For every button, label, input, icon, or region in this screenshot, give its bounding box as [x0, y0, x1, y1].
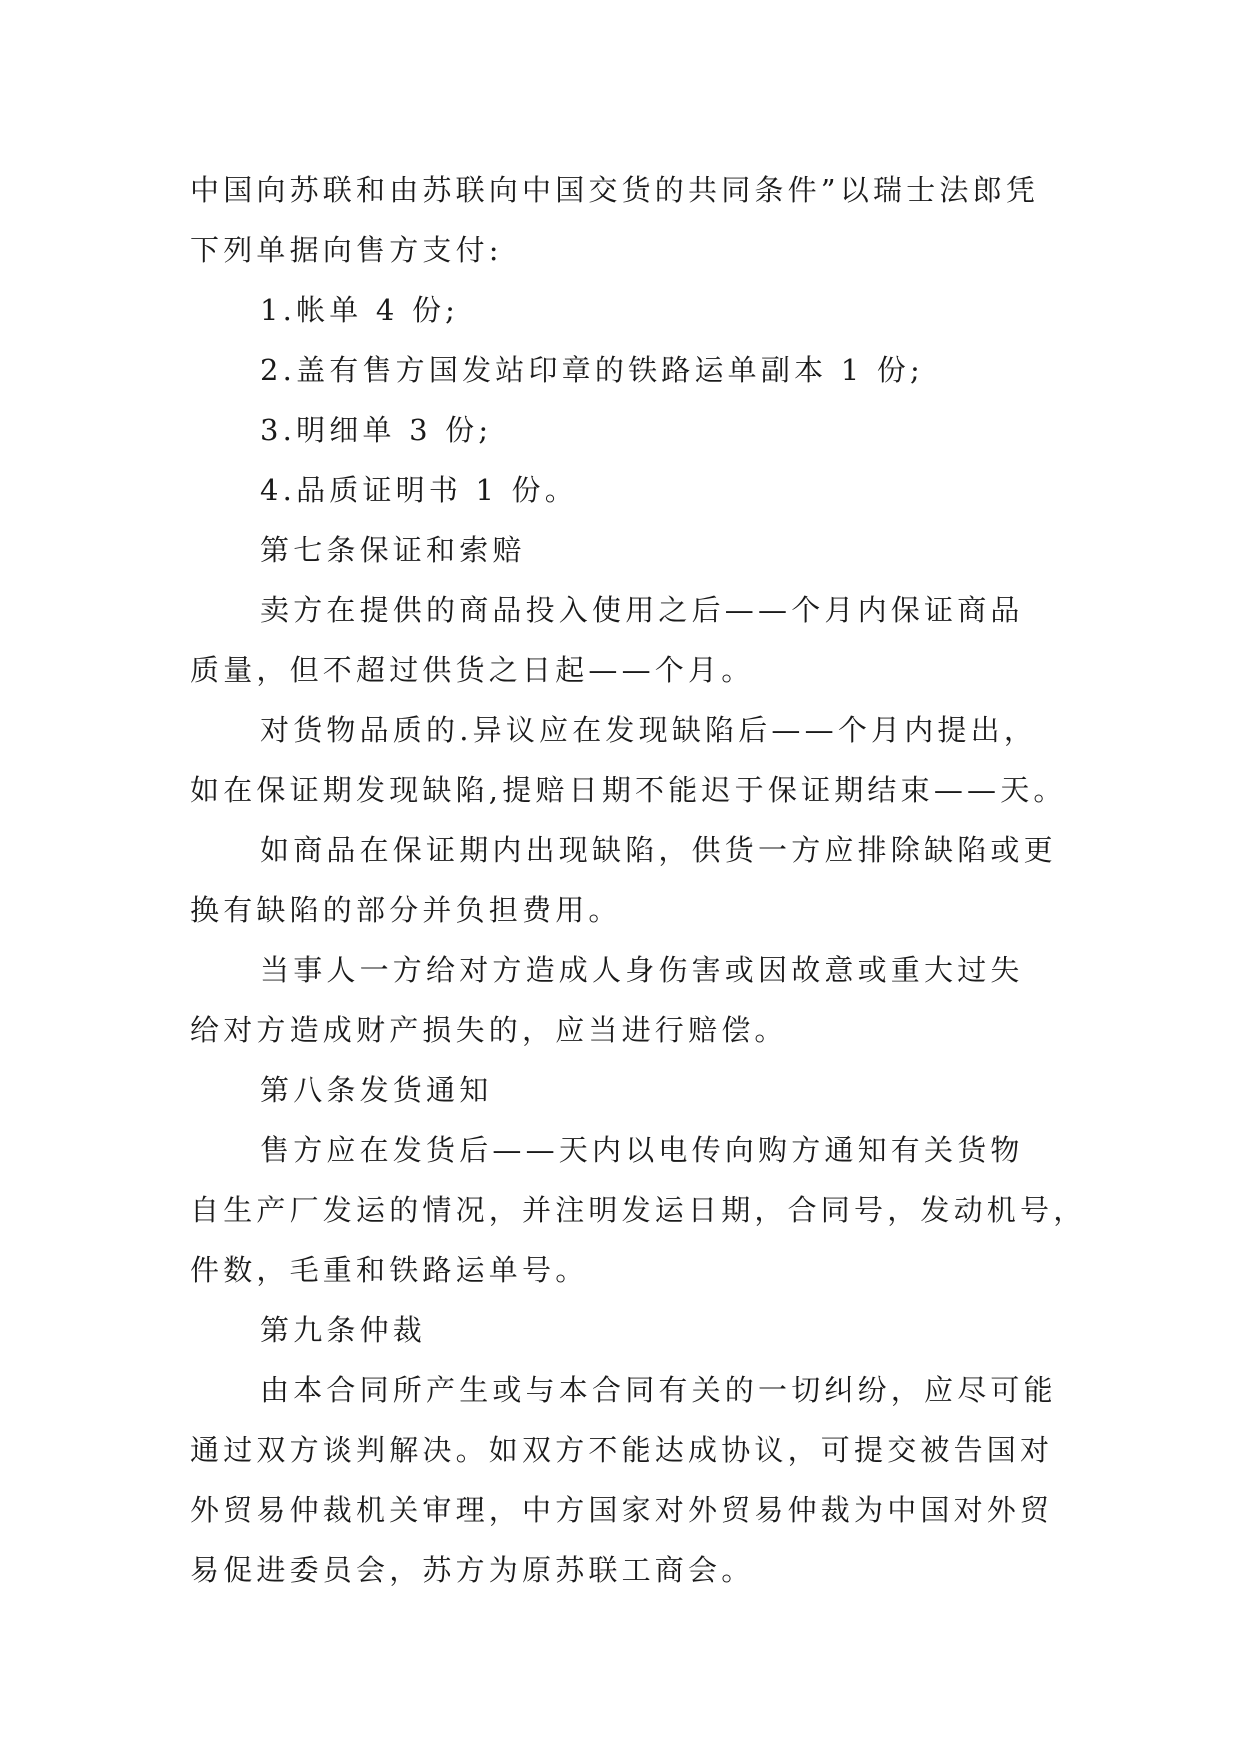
section-heading: 第九条仲裁: [260, 1313, 427, 1347]
body-line: 如商品在保证期内出现缺陷，供货一方应排除缺陷或更: [260, 833, 1057, 867]
body-line: 通过双方谈判解决。如双方不能达成协议，可提交被告国对: [190, 1433, 1054, 1467]
body-line: 自生产厂发运的情况，并注明发运日期，合同号，发动机号，: [190, 1193, 1087, 1227]
body-line: 卖方在提供的商品投入使用之后——个月内保证商品: [260, 593, 1024, 627]
body-line: 易促进委员会，苏方为原苏联工商会。: [190, 1553, 755, 1587]
body-line: 给对方造成财产损失的，应当进行赔偿。: [190, 1013, 788, 1047]
document-body: [190, 160, 1087, 1600]
section-heading: 第七条保证和索赔: [260, 533, 526, 567]
body-line: 中国向苏联和由苏联向中国交货的共同条件”以瑞士法郎凭: [190, 173, 1040, 207]
list-item: 3.明细单 3 份;: [260, 413, 493, 447]
body-line: 质量，但不超过供货之日起——个月。: [190, 653, 755, 687]
body-line: 售方应在发货后——天内以电传向购方通知有关货物: [260, 1133, 1024, 1167]
body-line: 如在保证期发现缺陷,提赔日期不能迟于保证期结束——天。: [190, 773, 1067, 807]
list-item: 2.盖有售方国发站印章的铁路运单副本 1 份;: [260, 353, 924, 387]
body-line: 换有缺陷的部分并负担费用。: [190, 893, 622, 927]
section-heading: 第八条发货通知: [260, 1073, 493, 1107]
list-item: 4.品质证明书 1 份。: [260, 473, 578, 507]
body-line: 由本合同所产生或与本合同有关的一切纠纷，应尽可能: [260, 1373, 1057, 1407]
body-line: 外贸易仲裁机关审理，中方国家对外贸易仲裁为中国对外贸: [190, 1493, 1054, 1527]
list-item: 1.帐单 4 份;: [260, 293, 460, 327]
body-line: 下列单据向售方支付:: [190, 233, 503, 267]
body-line: 当事人一方给对方造成人身伤害或因故意或重大过失: [260, 953, 1024, 987]
body-line: 对货物品质的.异议应在发现缺陷后——个月内提出，: [260, 713, 1038, 747]
body-line: 件数，毛重和铁路运单号。: [190, 1253, 589, 1287]
